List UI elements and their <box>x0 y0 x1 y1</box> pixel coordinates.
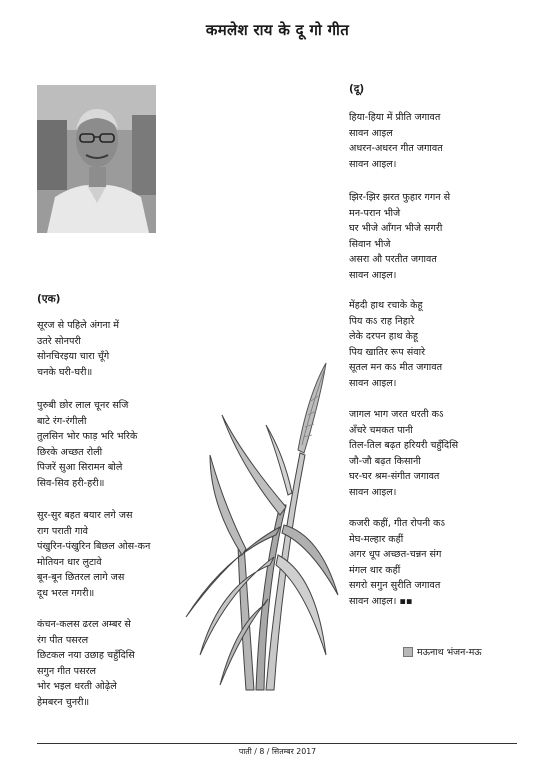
poem-line: मेंहदी हाथ रचाके केहू <box>349 300 423 311</box>
millet-plant-illustration <box>180 355 340 695</box>
poem-line: असरा औ परतीत जगावत <box>349 254 437 266</box>
poem2-stanza-3 <box>349 298 442 392</box>
poem-line: तिल-तिल बढ़त हरियरी चहुँदिसि <box>349 440 459 452</box>
poem-line: सूरज से पहिले अंगना में <box>37 320 120 331</box>
page-title: कमलेश राय के दू गो गीत <box>205 21 350 39</box>
poem-line: मेघ-मल्हार कहीं <box>349 533 404 545</box>
poem-line: अँचरे चमकत पानी <box>349 424 413 436</box>
poem-line: सगुन गीत पसरल <box>37 665 97 677</box>
poem-line: मंगल थार कहीं <box>349 564 401 576</box>
poem-line: पिय कऽ राह निहारे <box>349 315 415 327</box>
author-photo <box>37 85 156 233</box>
poem2-stanza-2 <box>349 190 450 284</box>
poem-line: सोनचिरइया चारा चूँगे <box>37 351 110 363</box>
poem1-stanza-2 <box>37 398 137 492</box>
poem-line: सगरो सगुन सुरीति जगावत <box>349 580 441 592</box>
poem-line: सावन आइल। <box>349 377 397 389</box>
page-footer: पाती / 8 / सितम्बर 2017 <box>238 747 317 756</box>
poem-line: बाटे रंग-रंगीली <box>37 415 87 427</box>
poem-line: सिव-सिव हरी-हरी॥ <box>37 477 105 489</box>
poem-line: सूतल मन कऽ मीत जगावत <box>349 362 443 374</box>
poem-line: राग पराती गावे <box>37 525 88 537</box>
author-location-text: मऊनाथ भंजन-मऊ <box>417 647 482 658</box>
poem-line: पुरुबी छोर लाल चूनर सजि <box>37 400 129 411</box>
poem-line: पिय खातिर रूप संवारे <box>349 346 425 358</box>
poem2-heading: (दू) <box>349 83 365 95</box>
poem-line: बून-बून छितरल लागे जस <box>37 572 125 584</box>
poem-line: मन-परान भीजे <box>349 207 401 219</box>
poem-line: पंखुरिन-पंखुरिन बिछल ओस-कन <box>37 541 151 553</box>
poem-line: जागल भाग जरत धरती कऽ <box>349 409 444 420</box>
poem1-stanza-4 <box>37 617 135 711</box>
poem1-stanza-3 <box>37 508 150 602</box>
footer-divider <box>37 743 517 744</box>
poem1-stanza-1 <box>37 318 119 380</box>
poem2-stanza-1 <box>349 110 443 172</box>
poem2-stanza-5 <box>349 516 445 610</box>
author-location <box>403 645 482 658</box>
poem-line: सावन आइल। <box>349 486 397 498</box>
poem-line: उतरे सोनपरी <box>37 335 81 347</box>
poem-line: पिजरें सुआ सिरामन बोले <box>37 462 123 474</box>
poem-line: रंग पीत पसरल <box>37 634 89 646</box>
poem-line: जौ-जौ बढ़त किसानी <box>349 455 421 467</box>
poem-line: भोर भइल धरती ओढ़ेले <box>37 681 117 693</box>
poem1-heading: (एक) <box>37 293 61 305</box>
poem-line: कंचन-कलस ढरल अम्बर से <box>37 619 131 630</box>
poem-line: मोतियन धार लुटावे <box>37 556 102 568</box>
poem-line: सावन आइल <box>349 127 393 139</box>
poem-line: सावन आइल। <box>349 269 397 281</box>
poem-line: सावन आइल। ▪▪ <box>349 595 413 607</box>
poem-line: लेके दरपन हाथ केहू <box>349 331 418 343</box>
poem-line: चनके घरी-घरी॥ <box>37 366 93 378</box>
poem-line: तुलसिन भोर फाड़ भरि भरिके <box>37 431 138 443</box>
poem-line: घर भीजे आँगन भीजे सगरी <box>349 223 443 235</box>
poem-line: अधरन-अधरन गीत जगावत <box>349 143 443 155</box>
poem-line: छिटकल नया उछाह चहुँदिसि <box>37 650 135 662</box>
poem-line: सुर-सुर बहत बयार लगे जस <box>37 510 133 521</box>
poem-line: छिरके अच्छत रोली <box>37 446 103 458</box>
poem-line: घर-घर श्रम-संगीत जगावत <box>349 471 440 483</box>
poem-line: सावन आइल। <box>349 158 397 170</box>
poem-line: दूध भरल गगरी॥ <box>37 587 95 599</box>
poem-line: हेमबरन चुनरी॥ <box>37 696 90 708</box>
bullet-square-icon <box>403 647 413 657</box>
poem-line: हिया-हिया में प्रीति जगावत <box>349 112 441 123</box>
poem-line: झिर-झिर झरत फुहार गगन से <box>349 192 451 203</box>
poem-line: अगर धूप अच्छत-चन्नन संग <box>349 549 442 561</box>
poem2-stanza-4 <box>349 407 458 501</box>
poem-line: सिवान भीजे <box>349 238 391 250</box>
poem-line: कजरी कहीं, गीत रोपनी कऽ <box>349 518 445 529</box>
